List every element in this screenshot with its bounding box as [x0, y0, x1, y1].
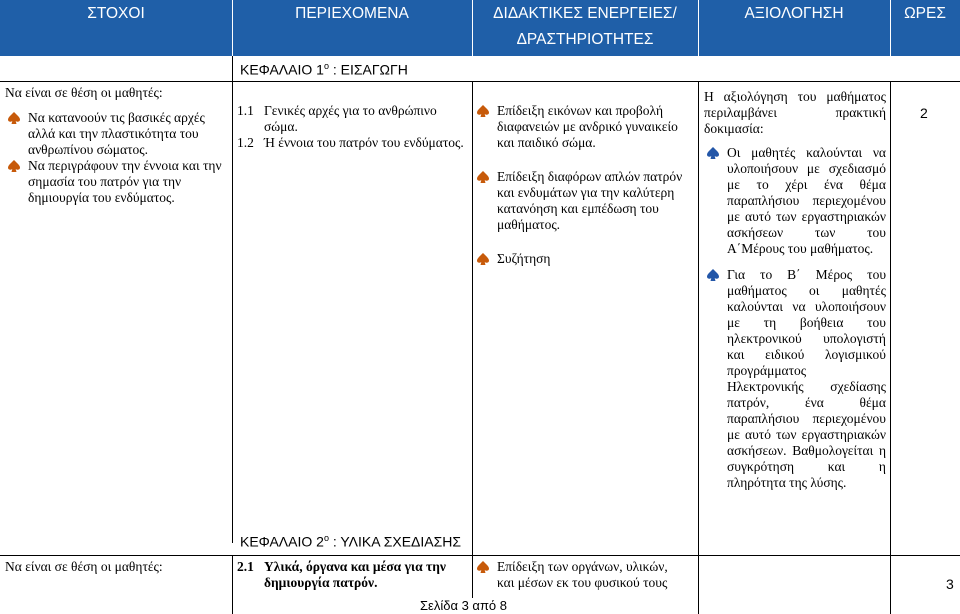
column-divider: [232, 555, 233, 614]
header-divider: [890, 0, 891, 56]
content-item: 2.1 Υλικά, όργανα και μέσα για την δημιουργία πατρόν.: [237, 559, 446, 590]
header-assessment: ΑΞΙΟΛΟΓΗΣΗ: [744, 5, 844, 22]
chapter2-goals-intro: Να είναι σε θέση οι μαθητές:: [5, 559, 163, 574]
activity-item: Επίδειξη διαφόρων απλών πατρόν και ενδυμάτων για την καλύτερη κατανόηση και εμπέδωση του μαθήματος.: [474, 169, 686, 233]
chapter1-goals: [5, 85, 227, 206]
chapter1-hours: 2: [920, 105, 928, 121]
spade-bullet-icon: [477, 105, 489, 117]
table-header: [0, 0, 960, 56]
spade-bullet-icon: [477, 253, 489, 265]
header-divider: [698, 0, 699, 56]
assessment-item: Για το Β΄ Μέρος του μαθήματος οι μαθητές καλούνται να υλοποιήσουν με τη βοήθεια του ηλεκτρονικού υπολογιστή και ειδικού λογισμικού προγράμματος Ηλεκτρονικής σχεδίασης πατρόν, ένα θέμα παραπλήσιου περιεχομένου με αυτό των εργαστηριακών ασκήσεων. Βαθμολογείται η συγκρότηση και η πληρότητα της λύσης.: [704, 267, 886, 491]
assessment-item: Οι μαθητές καλούνται να υλοποιήσουν με σχεδιασμό με το χέρι ένα θέμα παραπλήσιου περιεχομένου με αυτό των εργαστηριακών ασκήσεων των του Α΄Μέρους του μαθήματος.: [704, 145, 886, 257]
column-divider: [890, 81, 891, 614]
header-divider: [472, 0, 473, 56]
header-goals: ΣΤΟΧΟΙ: [87, 5, 145, 22]
chapter1-assessment: [704, 89, 886, 491]
page-number: Σελίδα 3 από 8: [420, 598, 507, 613]
header-hours: ΩΡΕΣ: [904, 5, 946, 22]
header-activities: [472, 0, 698, 57]
column-divider: [698, 81, 699, 614]
header-activities-line1: ΔΙΔΑΚΤΙΚΕΣ ΕΝΕΡΓΕΙΕΣ/: [493, 5, 677, 22]
chapter2-hours: 3: [946, 576, 954, 592]
spade-bullet-icon: [8, 112, 20, 124]
chapter1-title: ΚΕΦΑΛΑΙΟ $1^o$ : ΕΙΣΑΓΩΓΗ: [240, 61, 408, 78]
chapter2-title: ΚΕΦΑΛΑΙΟ $2^o$ : ΥΛΙΚΑ ΣΧΕΔΙΑΣΗΣ: [240, 533, 462, 550]
assessment-intro: Η αξιολόγηση του μαθήματος περιλαμβάνει πρακτική δοκιμασία:: [704, 89, 886, 136]
chapter1-activities: [474, 103, 686, 267]
column-divider: [472, 81, 473, 555]
activity-item: Επίδειξη των οργάνων, υλικών, και μέσων εκ του φυσικού τους: [474, 559, 688, 591]
activity-item: Επίδειξη εικόνων και προβολή διαφανειών με ανδρικό γυναικείο και παιδικό σώμα.: [474, 103, 686, 151]
spade-bullet-icon: [8, 160, 20, 172]
header-content: ΠΕΡΙΕΧΟΜΕΝΑ: [295, 5, 409, 22]
column-divider: [232, 56, 233, 543]
row-divider: [0, 555, 960, 556]
spade-bullet-icon: [707, 269, 719, 281]
header-divider: [232, 0, 233, 56]
chapter2-activities: [474, 559, 688, 591]
spade-bullet-icon: [477, 171, 489, 183]
chapter1-content: [237, 103, 467, 151]
content-item: 1.1 Γενικές αρχές για το ανθρώπινο σώμα.: [237, 103, 437, 134]
goal-item: Να περιγράφουν την έννοια και την σημασία του πατρόν για την δημιουργία του ενδύματος.: [5, 158, 227, 206]
goal-item: Να κατανοούν τις βασικές αρχές αλλά και την πλαστικότητα του ανθρωπίνου σώματος.: [5, 110, 227, 158]
spade-bullet-icon: [707, 147, 719, 159]
spade-bullet-icon: [477, 561, 489, 573]
content-item: 1.2 Ή έννοια του πατρόν του ενδύματος.: [237, 135, 464, 150]
goals-intro: Να είναι σε θέση οι μαθητές:: [5, 85, 163, 100]
chapter2-content: [237, 559, 467, 591]
header-activities-line2: ΔΡΑΣΤΗΡΙΟΤΗΤΕΣ: [516, 31, 654, 48]
activity-item: Συζήτηση: [474, 251, 686, 267]
row-divider: [0, 81, 960, 82]
